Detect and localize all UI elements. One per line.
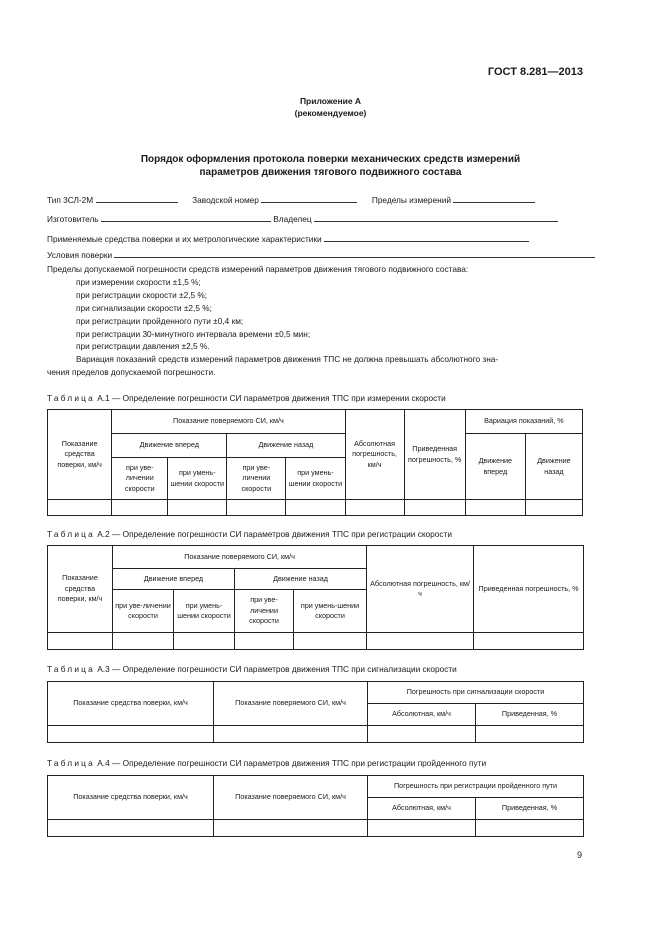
document-title	[0, 153, 661, 179]
table-cell	[345, 500, 404, 516]
table-a3-caption	[47, 664, 457, 674]
table-word: Таблица	[47, 664, 95, 674]
table-cell	[48, 726, 214, 743]
conditions-blank	[114, 248, 595, 258]
a2-si-header: Показание поверяемого СИ, км/ч	[113, 546, 367, 569]
table-a2-caption	[47, 529, 452, 539]
a1-abs-header: Абсолютная погрешность, км/ч	[345, 410, 404, 500]
table-cell	[174, 633, 235, 650]
table-cell	[214, 726, 368, 743]
table-row	[48, 820, 584, 837]
variation-text-2: чения пределов допускаемой погрешности.	[47, 367, 216, 378]
a3-abs-header: Абсолютная, км/ч	[368, 704, 476, 726]
conditions-label: Условия поверки	[47, 250, 113, 260]
a1-back-inc-header: при уве-личении скорости	[227, 458, 286, 500]
maker-label: Изготовитель	[47, 214, 99, 224]
a2-fwd-dec-header: при умень-шении скорости	[174, 590, 235, 633]
table-cell	[476, 820, 584, 837]
table-row	[48, 500, 583, 516]
a2-back-dec-header: при умень-шении скорости	[294, 590, 367, 633]
a1-fwd-inc-header: при уве-личении скорости	[112, 458, 168, 500]
document-title-line-1: Порядок оформления протокола поверки механических средств измерений	[140, 154, 521, 165]
a1-ref-header: Показание средства поверки, км/ч	[48, 410, 112, 500]
a3-ref-header: Показание средства поверки, км/ч	[48, 682, 214, 726]
appendix-note: (рекомендуемое)	[294, 108, 367, 118]
limit-item: при регистрации давления ±2,5 %.	[76, 341, 210, 352]
table-cell	[286, 500, 345, 516]
type-blank	[96, 193, 178, 203]
a2-abs-header: Абсолютная погрешность, км/ч	[367, 546, 474, 633]
table-a1-caption-text: А.1 — Определение погрешности СИ параметров движения ТПС при измерении скорости	[97, 393, 446, 403]
table-cell	[474, 633, 584, 650]
table-cell	[168, 500, 227, 516]
a2-back-header: Движение назад	[235, 569, 367, 590]
limit-item: при сигнализации скорости ±2,5 %;	[76, 302, 212, 313]
serial-blank	[261, 193, 357, 203]
limits-blank	[453, 193, 535, 203]
table-a2	[47, 545, 584, 650]
form-row-maker	[47, 212, 558, 224]
table-a1	[47, 409, 583, 516]
table-a4-caption	[47, 758, 486, 768]
page-number: 9	[577, 850, 583, 860]
table-cell	[368, 820, 476, 837]
table-cell	[235, 633, 294, 650]
a3-si-header: Показание поверяемого СИ, км/ч	[214, 682, 368, 726]
table-a3	[47, 681, 584, 743]
serial-label: Заводской номер	[192, 195, 259, 205]
appendix-title: Приложение А	[299, 96, 362, 106]
limit-item: при регистрации пройденного пути ±0,4 км;	[76, 315, 244, 326]
appendix-heading	[0, 95, 661, 119]
a4-abs-header: Абсолютная, км/ч	[368, 798, 476, 820]
a4-si-header: Показание поверяемого СИ, км/ч	[214, 776, 368, 820]
a1-back-header: Движение назад	[227, 434, 345, 458]
table-cell	[367, 633, 474, 650]
table-word: Таблица	[47, 529, 95, 539]
limit-item: при регистрации 30-минутного интервала времени ±0,5 мин;	[76, 328, 311, 339]
table-cell	[214, 820, 368, 837]
table-a2-caption-text: А.2 — Определение погрешности СИ параметров движения ТПС при регистрации скорости	[97, 529, 452, 539]
table-cell	[113, 633, 174, 650]
a2-fwd-header: Движение вперед	[113, 569, 235, 590]
table-cell	[48, 633, 113, 650]
a4-err-header: Погрешность при регистрации пройденного пути	[368, 776, 584, 798]
owner-blank	[314, 212, 558, 222]
table-cell	[227, 500, 286, 516]
table-row	[48, 726, 584, 743]
means-blank	[324, 232, 529, 242]
a2-ref-header: Показание средства поверки, км/ч	[48, 546, 113, 633]
table-word: Таблица	[47, 393, 95, 403]
variation-text-1: Вариация показаний средств измерений параметров движения ТПС не должна превышать абсолютного зна-	[76, 354, 499, 365]
a3-err-header: Погрешность при сигнализации скорости	[368, 682, 584, 704]
table-a4-caption-text: А.4 — Определение погрешности СИ параметров движения ТПС при регистрации пройденного пути	[97, 758, 487, 768]
table-a3-caption-text: А.3 — Определение погрешности СИ параметров движения ТПС при сигнализации скорости	[97, 664, 457, 674]
a1-var-fwd-header: Движение вперед	[465, 434, 525, 500]
form-row-conditions	[47, 248, 595, 260]
limit-item: при измерении скорости ±1,5 %;	[76, 276, 201, 287]
table-a4	[47, 775, 584, 837]
table-cell	[294, 633, 367, 650]
a1-fwd-dec-header: при умень-шении скорости	[168, 458, 227, 500]
table-cell	[368, 726, 476, 743]
type-label: Тип 3СЛ-2М	[47, 195, 94, 205]
table-cell	[476, 726, 584, 743]
table-row	[48, 633, 584, 650]
a1-back-dec-header: при умень-шении скорости	[286, 458, 345, 500]
standard-number: ГОСТ 8.281—2013	[487, 66, 583, 78]
maker-blank	[101, 212, 271, 222]
limits-label: Пределы измерений	[371, 195, 451, 205]
a1-var-back-header: Движение назад	[525, 434, 582, 500]
table-cell	[48, 820, 214, 837]
owner-label: Владелец	[273, 214, 312, 224]
limit-item: при регистрации скорости ±2,5 %;	[76, 289, 208, 300]
table-a1-caption	[47, 393, 446, 403]
table-cell	[48, 500, 112, 516]
table-word: Таблица	[47, 758, 95, 768]
a1-si-header: Показание поверяемого СИ, км/ч	[112, 410, 345, 434]
form-row-type	[47, 193, 535, 205]
error-limits-text	[47, 263, 587, 379]
a4-rel-header: Приведенная, %	[476, 798, 584, 820]
a3-rel-header: Приведенная, %	[476, 704, 584, 726]
means-label: Применяемые средства поверки и их метрологические характеристики	[47, 234, 322, 244]
a2-fwd-inc-header: при уве-личении скорости	[113, 590, 174, 633]
a4-ref-header: Показание средства поверки, км/ч	[48, 776, 214, 820]
a1-fwd-header: Движение вперед	[112, 434, 227, 458]
a1-rel-header: Приведенная погрешность, %	[404, 410, 465, 500]
document-title-line-2: параметров движения тягового подвижного состава	[199, 167, 462, 178]
table-cell	[404, 500, 465, 516]
a2-rel-header: Приведенная погрешность, %	[474, 546, 584, 633]
a2-back-inc-header: при уве-личении скорости	[235, 590, 294, 633]
form-row-means	[47, 232, 529, 244]
table-cell	[465, 500, 525, 516]
table-cell	[525, 500, 582, 516]
a1-var-header: Вариация показаний, %	[465, 410, 582, 434]
table-cell	[112, 500, 168, 516]
limits-intro: Пределы допускаемой погрешности средств измерений параметров движения тягового подвижного состава:	[47, 264, 469, 274]
